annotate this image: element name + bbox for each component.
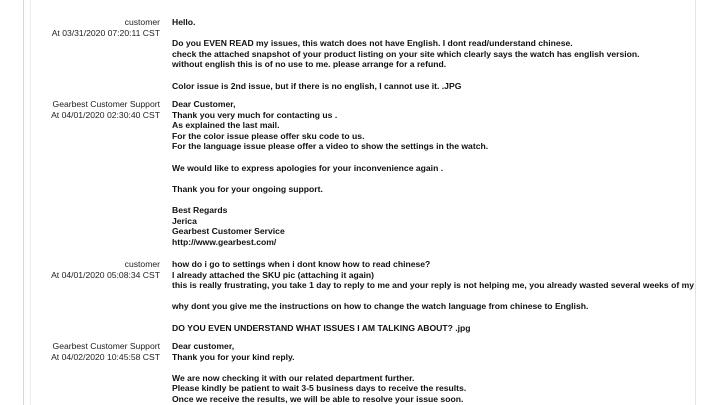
gearbest-link[interactable]: http://www.gearbest.com/ <box>172 236 277 247</box>
message-line: As explained the last mail. <box>172 120 280 131</box>
message-line: We would like to express apologies for your inconvenience again . <box>172 162 444 173</box>
message-line: Hello. <box>172 17 196 27</box>
message-body <box>172 17 695 91</box>
message-line: Thank you for your kind reply. <box>172 351 295 362</box>
message-line: Color issue is 2nd issue, but if there is no english, I cannot use it. .JPG <box>172 80 462 91</box>
message-body <box>172 259 695 333</box>
message-timestamp: At 04/01/2020 05:08:34 CST <box>51 269 160 280</box>
message-line: For the color issue please offer sku code to us. <box>172 130 365 141</box>
message-line: why dont you give me the instructions on how to change the watch language from chinese to English. <box>172 301 589 312</box>
message-sender-block <box>36 341 160 362</box>
message-line: without english this is of no use to me. please arrange for a refund. <box>172 59 447 70</box>
message-body <box>172 341 695 405</box>
message-line: Thank you for your ongoing support. <box>172 183 323 194</box>
message-line: Please kindly be patient to wait 3-5 business days to receive the results. <box>172 383 467 394</box>
message-body <box>172 99 695 247</box>
message-timestamp: At 04/01/2020 02:30:40 CST <box>51 109 160 120</box>
message-line: I already attached the SKU pic (attaching it again) <box>172 269 374 280</box>
message-sender-block <box>36 17 160 38</box>
message-line: DO YOU EVEN UNDERSTAND WHAT ISSUES I AM TALKING ABOUT? .jpg <box>172 322 471 333</box>
message-timestamp: At 03/31/2020 07:20:11 CST <box>51 27 160 38</box>
message-line: Do you EVEN READ my issues, this watch does not have English. I dont read/understand chinese. <box>172 38 573 49</box>
message-line: this is really frustrating, you take 1 day to reply to me and your reply is not helping me, you already wasted several weeks of my <box>172 280 695 291</box>
sender-name: Gearbest Customer Support <box>52 341 160 351</box>
right-border <box>695 0 696 405</box>
message-line: Dear Customer, <box>172 99 236 109</box>
message-line: Best Regards <box>172 204 228 215</box>
message-line: check the attached snapshot of your product listing on your site which clearly says the watch has english version. <box>172 48 640 59</box>
sender-name: Gearbest Customer Support <box>52 99 160 109</box>
sender-name: customer <box>124 17 160 27</box>
message-line: Thank you very much for contacting us . <box>172 109 338 120</box>
message-sender-block <box>36 99 160 120</box>
message-line: how do i go to settings when i dont know how to read chinese? <box>172 259 431 269</box>
message-timestamp: At 04/02/2020 10:45:58 CST <box>51 351 160 362</box>
message-line: We are now checking it with our related department further. <box>172 372 415 383</box>
message-line: Once we receive the results, we will be able to resolve your issue soon. <box>172 393 464 404</box>
message-line: Dear customer, <box>172 341 235 351</box>
message-line: For the language issue please offer a video to show the settings in the watch. <box>172 141 489 152</box>
left-border-inner <box>30 0 31 405</box>
sender-name: customer <box>124 259 160 269</box>
left-border <box>23 0 24 405</box>
message-line: Gearbest Customer Service <box>172 226 285 237</box>
message-line: Jerica <box>172 215 197 226</box>
message-sender-block <box>36 259 160 280</box>
